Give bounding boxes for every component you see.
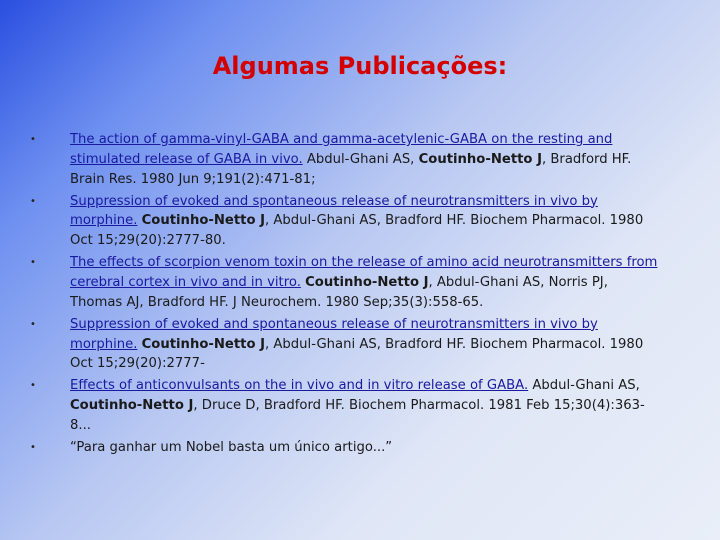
list-item — [30, 130, 660, 189]
publication-link[interactable]: Suppression of evoked and spontaneous release of neurotransmitters in vivo by morphine. — [70, 316, 598, 352]
authors-pre: Abdul-Ghani AS, — [528, 378, 640, 394]
publication-link[interactable]: Suppression of evoked and spontaneous release of neurotransmitters in vivo by morphine. — [70, 193, 598, 229]
publication-link[interactable]: The effects of scorpion venom toxin on the release of amino acid neurotransmitters from cerebral cortex in vivo and in vitro. — [70, 255, 658, 290]
citation-details: , Abdul-Ghani AS, Bradford HF. Biochem Pharmacol. 1980 Oct 15;29(20):2777-80. — [70, 213, 644, 249]
list-item — [30, 192, 660, 251]
citation-details: , Druce D, Bradford HF. Biochem Pharmacol. 1981 Feb 15;30(4):363-8... — [70, 398, 645, 433]
highlighted-author: Coutinho-Netto J — [305, 274, 429, 290]
highlighted-author: Coutinho-Netto J — [141, 336, 266, 352]
list-item — [30, 376, 660, 435]
authors-pre: Abdul-Ghani AS, — [302, 151, 419, 167]
publication-list — [30, 130, 660, 460]
citation-details: , Bradford HF. Brain Res. 1980 Jun 9;191(2):471-81; — [70, 151, 632, 187]
quote-text: “Para ganhar um Nobel basta um único artigo...” — [70, 439, 393, 455]
list-item — [30, 315, 660, 374]
citation-details: , Abdul-Ghani AS, Norris PJ, Thomas AJ, Bradford HF. J Neurochem. 1980 Sep;35(3):558-65. — [70, 274, 608, 310]
publication-link[interactable]: The action of gamma-vinyl-GABA and gamma-acetylenic-GABA on the resting and stimulated release of GABA in vivo. — [70, 132, 613, 167]
citation-details: , Abdul-Ghani AS, Bradford HF. Biochem Pharmacol. 1980 Oct 15;29(20):2777- — [70, 336, 644, 372]
highlighted-author: Coutinho-Netto J — [418, 151, 542, 167]
slide-title: Algumas Publicações: — [212, 52, 508, 80]
publication-link[interactable]: Effects of anticonvulsants on the in vivo and in vitro release of GABA. — [70, 378, 529, 394]
highlighted-author: Coutinho-Netto J — [141, 213, 266, 229]
list-item — [30, 253, 660, 312]
highlighted-author: Coutinho-Netto J — [70, 398, 194, 414]
list-item — [30, 438, 660, 458]
